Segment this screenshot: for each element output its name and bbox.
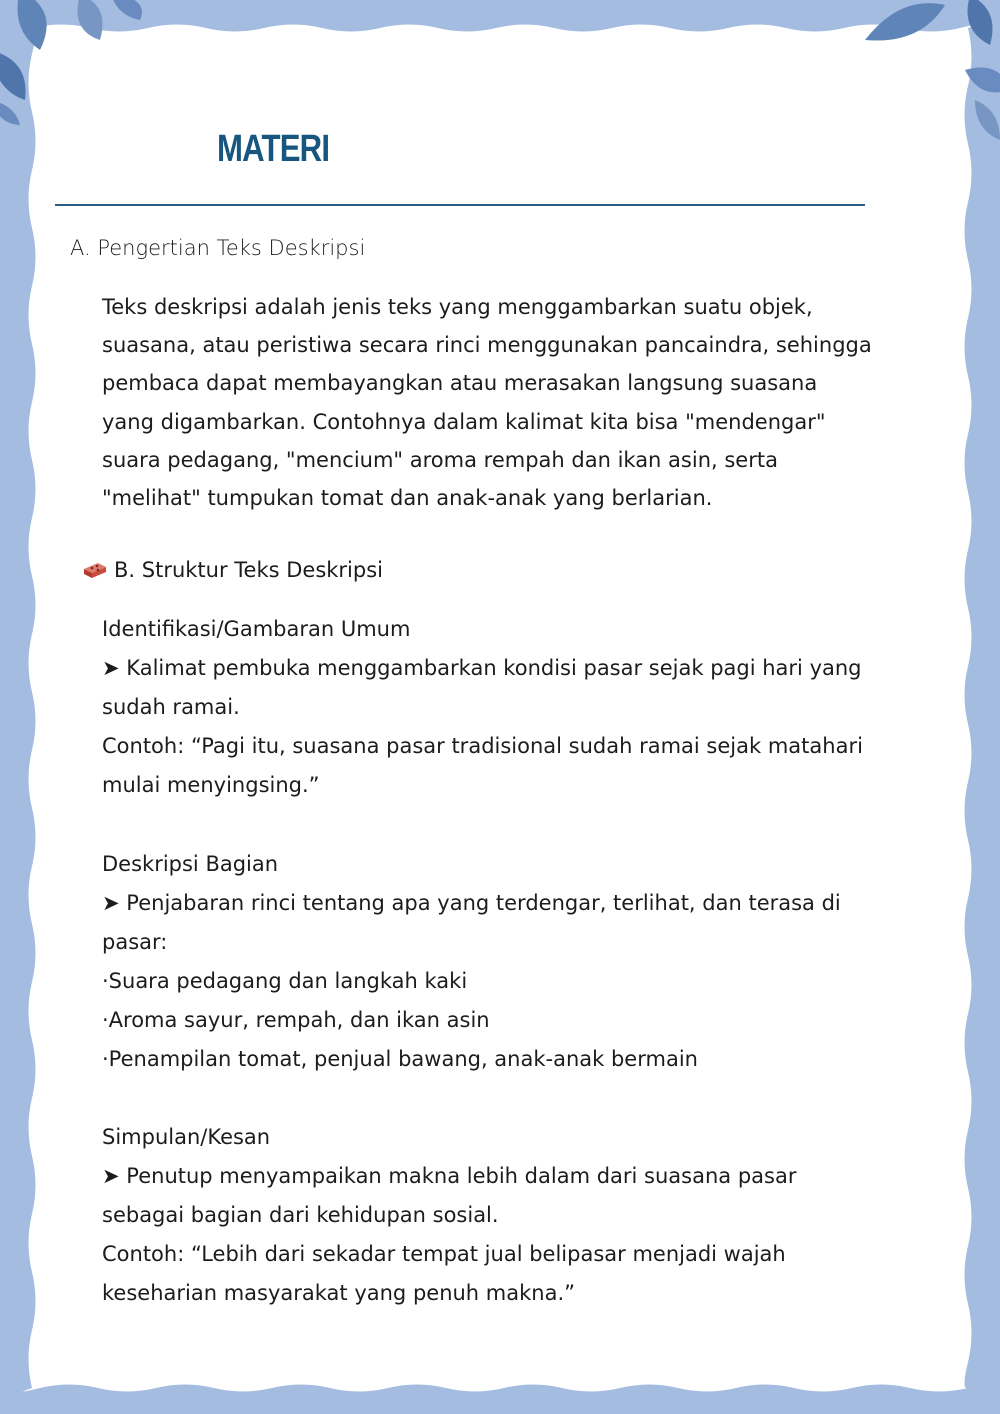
part-label: Identifikasi/Gambaran Umum	[102, 617, 411, 641]
part-example: Contoh: “Lebih dari sekadar tempat jual belipasar menjadi wajah keseharian masyarakat yang penuh makna.”	[102, 1242, 793, 1305]
list-item: ·Penampilan tomat, penjual bawang, anak-anak bermain	[102, 1047, 698, 1071]
list-item: ·Suara pedagang dan langkah kaki	[102, 969, 468, 993]
title-divider	[55, 204, 865, 206]
arrow-icon: ➤	[102, 1164, 120, 1188]
section-a-heading: A. Pengertian Teks Deskripsi	[70, 236, 366, 260]
structure-part-deskripsi-bagian	[102, 845, 872, 1079]
section-a-paragraph: Teks deskripsi adalah jenis teks yang menggambarkan suatu objek, suasana, atau peristiwa secara rinci menggunakan pancaindra, sehingga pembaca dapat membayangkan atau merasakan langsung suasana yang digambarkan. Contohnya dalam kalimat kita bisa "mendengar" suara pedagang, "mencium" aroma rempah dan ikan asin, serta "melihat" tumpukan tomat dan anak-anak yang berlarian.	[102, 295, 872, 511]
part-label: Deskripsi Bagian	[102, 852, 279, 876]
structure-part-simpulan	[102, 1118, 872, 1313]
part-example: Contoh: “Pagi itu, suasana pasar tradisional sudah ramai sejak matahari mulai menyingsing.”	[102, 734, 870, 797]
arrow-icon: ➤	[102, 891, 120, 915]
arrow-icon: ➤	[102, 656, 120, 680]
structure-part-identifikasi	[102, 610, 872, 805]
part-label: Simpulan/Kesan	[102, 1125, 271, 1149]
part-description-line	[102, 1157, 872, 1235]
brick-icon	[82, 561, 108, 579]
part-description: Kalimat pembuka menggambarkan kondisi pasar sejak pagi hari yang sudah ramai.	[102, 656, 869, 719]
part-description-line	[102, 649, 872, 727]
section-b-heading	[82, 558, 383, 582]
section-b-heading-text: B. Struktur Teks Deskripsi	[114, 558, 384, 582]
part-description-line	[102, 884, 872, 962]
list-item: ·Aroma sayur, rempah, dan ikan asin	[102, 1008, 490, 1032]
part-description: Penutup menyampaikan makna lebih dalam dari suasana pasar sebagai bagian dari kehidupan sosial.	[102, 1164, 804, 1227]
part-description: Penjabaran rinci tentang apa yang terdengar, terlihat, dan terasa di pasar:	[102, 891, 848, 954]
page-title: MATERI	[217, 128, 330, 170]
